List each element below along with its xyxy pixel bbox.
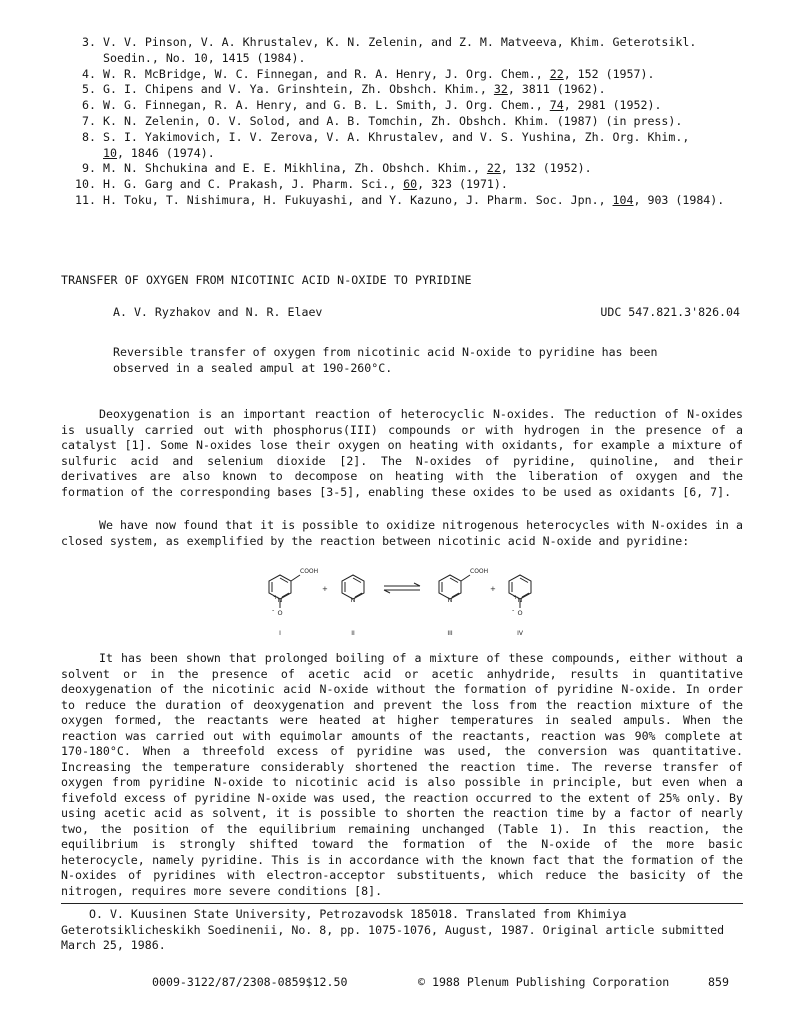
body-paragraph-3: It has been shown that prolonged boiling of a mixture of these compounds, either without a solvent or in the presence of acetic acid or acetic anhydride, results in quantitative deoxygenation of the nicotinic acid N-oxide without the formation of pyridine N-oxide. In order to reduce the duration of deoxygenation and prevent the loss from the reaction mixture of the oxygen formed, the reactants were heated at higher temperatures in sealed ampuls. When the reaction was carried out with equimolar amounts of the reactants, reaction was 90% complete at 170-180°C. When a threefold excess of pyridine was used, the conversion was quantitative. Increasing the temperature considerably shortened the reaction time. The reverse transfer of oxygen from pyridine N-oxide to nicotinic acid is also possible in principle, but even when a fivefold excess of pyridine N-oxide was used, the reaction occurred to the extent of 25% only. By using acetic acid as solvent, it is possible to shorten the reaction time by a factor of nearly two, the position of the equilibrium remaining unchanged (Table 1). In this reaction, the equilibrium is strongly shifted toward the formation of the N-oxide of the more basic heterocycle, namely pyridine. This is in accordance with the known fact that the formation of the N-oxides of pyridines with electron-acceptor substituents, which reduce the basicity of the nitrogen, requires more severe conditions [8].	[61, 651, 743, 898]
reference-text: W. G. Finnegan, R. A. Henry, and G. B. L. Smith, J. Org. Chem., 74, 2981 (1952).	[103, 98, 662, 113]
volume-number: 32	[493, 82, 508, 97]
compound-IV-o: O	[517, 609, 523, 617]
reference-text: M. N. Shchukina and E. E. Mikhlina, Zh. Obshch. Khim., 22, 132 (1952).	[103, 161, 592, 176]
compound-I-structure	[269, 575, 300, 608]
compound-I-cooh: COOH	[300, 568, 319, 575]
compound-II-n: N	[350, 596, 356, 604]
compound-III-n: N	[447, 596, 453, 604]
reference-item: 4. W. R. McBridge, W. C. Finnegan, and R. A. Henry, J. Org. Chem., 22, 152 (1957).	[82, 66, 655, 81]
compound-I-n: N	[277, 596, 283, 604]
reference-text: H. Toku, T. Nishimura, H. Fukuyashi, and Y. Kazuno, J. Pharm. Soc. Jpn., 104, 903 (1984).	[103, 192, 725, 207]
compound-IV-n: N	[517, 596, 523, 604]
reference-text: H. G. Garg and C. Prakash, J. Pharm. Sci., 60, 323 (1971).	[103, 177, 508, 192]
equilibrium-arrow-icon	[384, 583, 420, 593]
article-authors: A. V. Ryzhakov and N. R. Elaev	[113, 305, 323, 319]
reference-item: 8. S. I. Yakimovich, I. V. Zerova, V. A. Khrustalev, and V. S. Yushina, Zh. Org. Khim., 10, 1846 (1974).	[82, 129, 690, 160]
reference-text: V. V. Pinson, V. A. Khrustalev, K. N. Zelenin, and Z. M. Matveeva, Khim. Geterotsikl. Soedin., No. 10, 1415 (1984).	[103, 35, 697, 65]
reference-text: S. I. Yakimovich, I. V. Zerova, V. A. Khrustalev, and V. S. Yushina, Zh. Org. Khim., 10, 1846 (1974).	[103, 129, 690, 160]
volume-number: 22	[486, 161, 501, 176]
reference-item: 11. H. Toku, T. Nishimura, H. Fukuyashi, and Y. Kazuno, J. Pharm. Soc. Jpn., 104, 903 (1984).	[75, 192, 725, 207]
udc-code: UDC 547.821.3'826.04	[600, 305, 740, 319]
reaction-scheme	[258, 563, 558, 643]
volume-number: 104	[612, 192, 634, 207]
compound-I-minus: -	[272, 606, 275, 614]
body-paragraph-2: We have now found that it is possible to oxidize nitrogenous heterocycles with N-oxides in a closed system, as exemplified by the reaction between nicotinic acid N-oxide and pyridine:	[61, 518, 743, 548]
article-title: TRANSFER OF OXYGEN FROM NICOTINIC ACID N-OXIDE TO PYRIDINE	[61, 273, 472, 287]
compound-III-label: III	[447, 630, 453, 637]
compound-IV-minus: -	[512, 606, 515, 614]
compound-I-plus: +	[273, 594, 279, 601]
footer-publisher: © 1988 Plenum Publishing Corporation	[418, 975, 670, 989]
reference-text: G. I. Chipens and V. Ya. Grinshtein, Zh. Obshch. Khim., 32, 3811 (1962).	[103, 82, 606, 97]
compound-I-label: I	[279, 630, 281, 637]
compound-III-cooh: COOH	[470, 568, 489, 575]
compound-II-label: II	[351, 630, 355, 637]
plus-sign-right: +	[490, 585, 496, 593]
reference-item: 9. M. N. Shchukina and E. E. Mikhlina, Zh. Obshch. Khim., 22, 132 (1952).	[82, 161, 592, 176]
footnote-divider	[61, 903, 743, 904]
abstract: Reversible transfer of oxygen from nicotinic acid N-oxide to pyridine has been observed in a sealed ampul at 190-260°C.	[113, 345, 658, 375]
compound-IV-label: IV	[517, 630, 523, 637]
compound-I-o: O	[277, 609, 283, 617]
body-paragraph-1: Deoxygenation is an important reaction of heterocyclic N-oxides. The reduction of N-oxides is usually carried out with phosphorus(III) compounds or with hydrogen in the presence of a catalyst [1]. Some N-oxides lose their oxygen on heating with oxidants, for example a mixture of sulfuric acid and selenium dioxide [2]. The N-oxides of pyridine, quinoline, and their derivatives are also known to decompose on heating with the liberation of oxygen and the formation of the corresponding bases [3-5], enabling these oxides to be used as oxidants [6, 7].	[61, 407, 743, 499]
footnote: O. V. Kuusinen State University, Petrozavodsk 185018. Translated from Khimiya Geterotsiklicheskikh Soedinenii, No. 8, pp. 1075-1076, August, 1987. Original article submitted March 25, 1986.	[61, 907, 725, 952]
reference-item: 5. G. I. Chipens and V. Ya. Grinshtein, Zh. Obshch. Khim., 32, 3811 (1962).	[82, 82, 606, 97]
footer-code: 0009-3122/87/2308-0859$12.50	[152, 975, 348, 989]
page-number: 859	[708, 975, 729, 989]
compound-IV-plus: +	[513, 594, 519, 601]
reference-item: 6. W. G. Finnegan, R. A. Henry, and G. B. L. Smith, J. Org. Chem., 74, 2981 (1952).	[82, 98, 662, 113]
plus-sign-left: +	[322, 585, 328, 593]
reference-item: 7. K. N. Zelenin, O. V. Solod, and A. B. Tomchin, Zh. Obshch. Khim. (1987) (in press).	[82, 113, 683, 128]
volume-number: 10	[103, 145, 117, 160]
reference-text: W. R. McBridge, W. C. Finnegan, and R. A. Henry, J. Org. Chem., 22, 152 (1957).	[103, 66, 655, 81]
compound-III-structure	[439, 575, 470, 599]
volume-number: 60	[403, 177, 418, 192]
volume-number: 22	[549, 66, 564, 81]
reference-text: K. N. Zelenin, O. V. Solod, and A. B. Tomchin, Zh. Obshch. Khim. (1987) (in press).	[103, 113, 683, 128]
volume-number: 74	[549, 98, 564, 113]
reference-item: 10. H. G. Garg and C. Prakash, J. Pharm. Sci., 60, 323 (1971).	[75, 177, 508, 192]
reference-list	[60, 35, 760, 209]
reference-item: 3. V. V. Pinson, V. A. Khrustalev, K. N. Zelenin, and Z. M. Matveeva, Khim. Geterotsikl. Soedin., No. 10, 1415 (1984).	[82, 35, 697, 65]
